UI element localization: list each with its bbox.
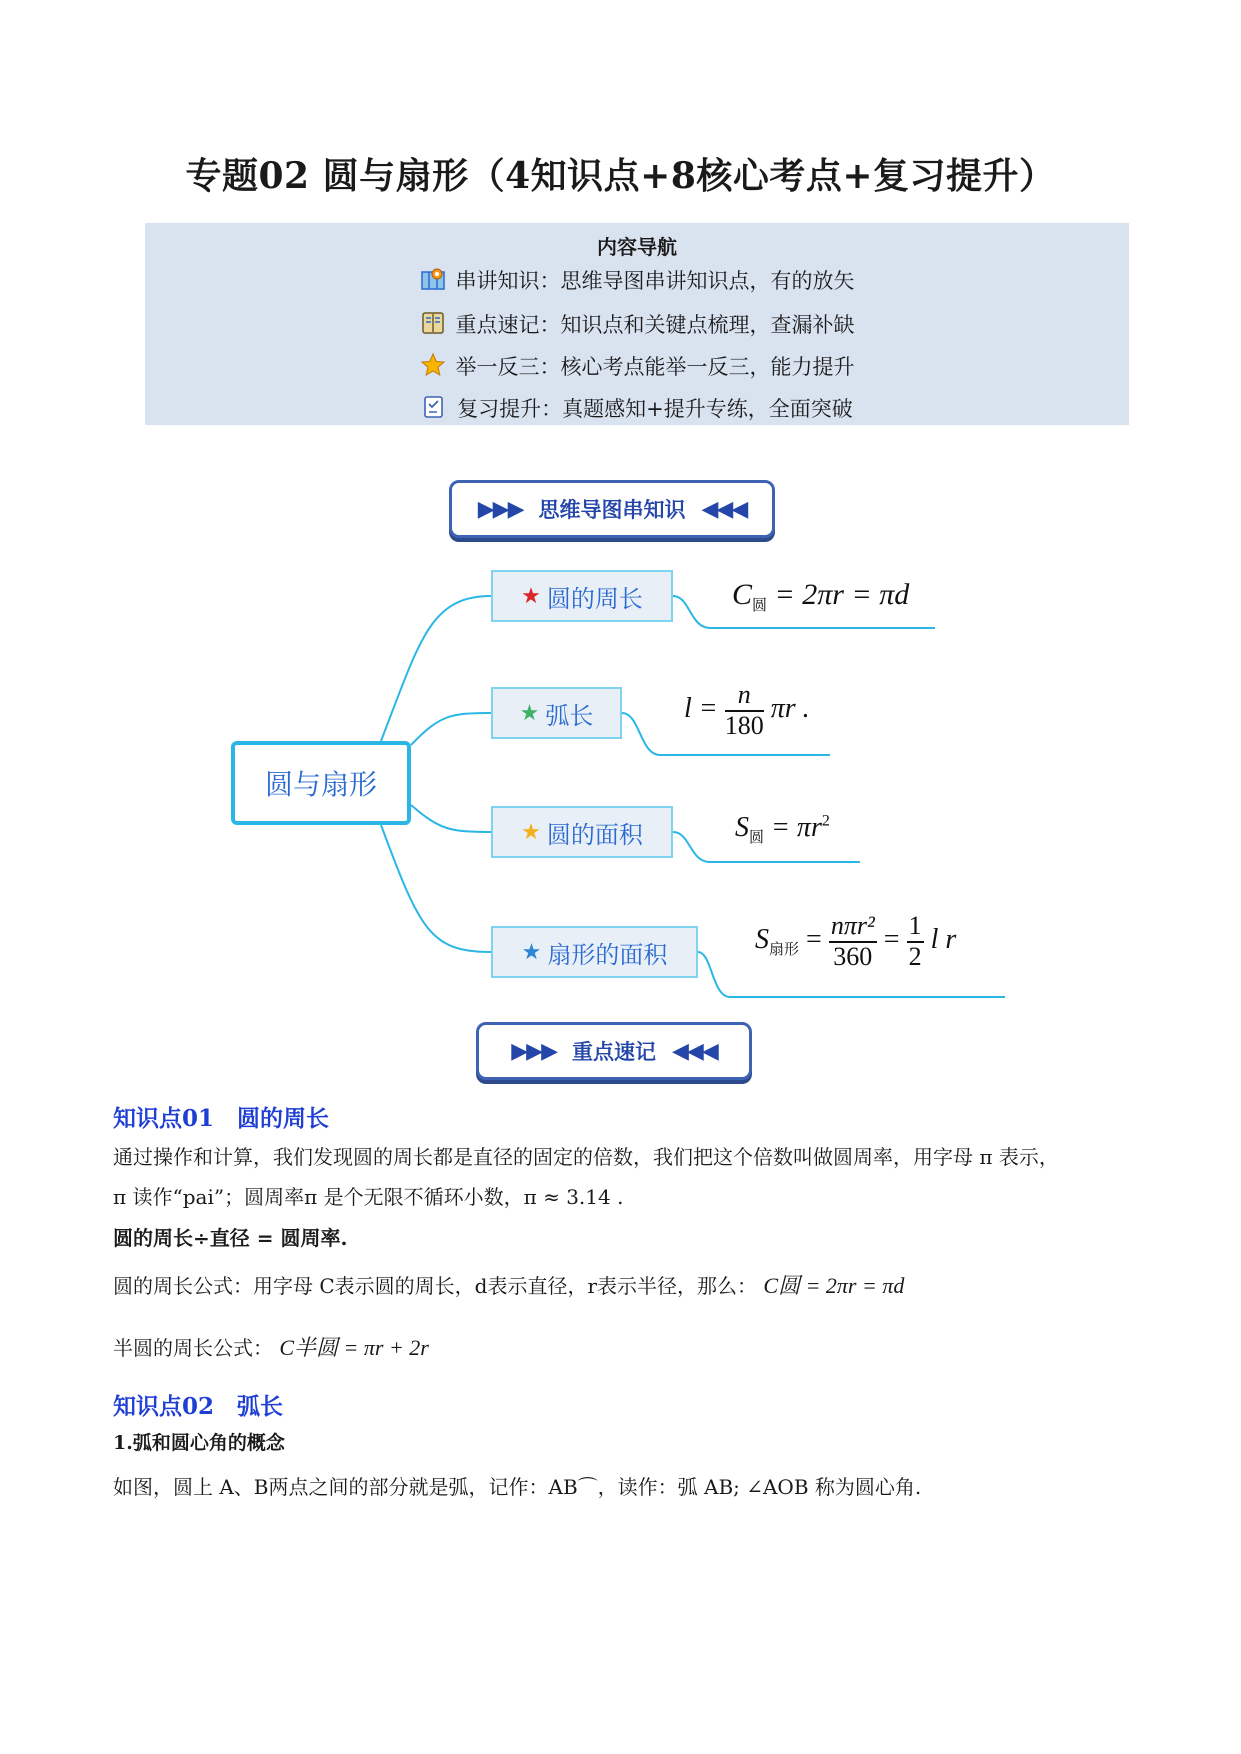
branch-arc xyxy=(491,687,622,739)
branch-circumference xyxy=(491,570,673,622)
nav-item-1-label: 串讲知识：思维导图串讲知识点，有的放矢 xyxy=(455,269,855,293)
kp1-circumference-formula: 圆的周长公式：用字母 C表示圆的周长，d表示直径，r表示半径，那么： C圆 = 2πr = πd xyxy=(113,1273,905,1298)
right-arrows-icon: ▶▶▶ xyxy=(511,1038,556,1064)
formula-circumference: $C_圆 = 2\pi r = \pi d$ xyxy=(732,578,910,614)
nav-item-2-label: 重点速记：知识点和关键点梳理，查漏补缺 xyxy=(455,313,855,337)
banner-mindmap-label: 思维导图串知识 xyxy=(538,498,686,522)
branch-area xyxy=(491,806,673,858)
red-star-icon: ★ xyxy=(521,583,541,609)
kp2-paragraph-1: 如图，圆上 A、B两点之间的部分就是弧，记作：AB⌒，读作：弧 AB; ∠AOB 称为圆心角. xyxy=(113,1475,922,1499)
kp1-semicircle-formula: 半圆的周长公式： C半圆 = πr + 2r xyxy=(113,1335,429,1360)
nav-item-4-label: 复习提升：真题感知+提升专练，全面突破 xyxy=(457,397,853,421)
left-arrows-icon: ◀◀◀ xyxy=(672,1038,717,1064)
kp1-paragraph-3: 圆的周长÷直径 = 圆周率. xyxy=(113,1226,348,1250)
banner-keypoints xyxy=(476,1022,752,1080)
mindmap-root: 圆与扇形 xyxy=(231,741,411,825)
kp1-heading: 知识点01 圆的周长 xyxy=(113,1105,330,1132)
banner-keypoints-label: 重点速记 xyxy=(572,1040,656,1064)
branch-area-label: 圆的面积 xyxy=(546,820,643,849)
branch-circumference-label: 圆的周长 xyxy=(546,584,643,613)
formula-circle-area: $S_圆 = \pi r^2$ xyxy=(735,812,830,846)
formula-sector-area: $S_{扇形}$ = $\frac{\text{nπr²}}{360}$ = $\frac{1}{2}$ l r xyxy=(755,911,957,971)
blue-star-icon: ★ xyxy=(521,939,542,965)
kp1-paragraph-1: 通过操作和计算，我们发现圆的周长都是直径的固定的倍数，我们把这个倍数叫做圆周率，用字母 π 表示， xyxy=(113,1145,1059,1169)
formula-arc-length: l = $\frac{n}{180}$ πr . xyxy=(684,680,810,740)
branch-sector-area xyxy=(491,926,698,978)
left-arrows-icon: ◀◀◀ xyxy=(701,496,747,522)
kp2-heading: 知识点02 弧长 xyxy=(113,1393,284,1420)
page-title: 专题02 圆与扇形（4知识点+8核心考点+复习提升） xyxy=(185,155,1056,197)
right-arrows-icon: ▶▶▶ xyxy=(477,496,523,522)
branch-arc-label: 弧长 xyxy=(545,701,594,730)
kp2-subheading: 1.弧和圆心角的概念 xyxy=(113,1432,285,1454)
yellow-star-icon: ★ xyxy=(521,819,541,845)
branch-sector-area-label: 扇形的面积 xyxy=(547,940,668,969)
nav-title: 内容导航 xyxy=(597,235,677,259)
kp1-paragraph-2: π 读作“pai”；圆周率π 是个无限不循环小数，π ≈ 3.14 . xyxy=(113,1185,624,1209)
green-star-icon: ★ xyxy=(519,700,540,726)
nav-item-3-label: 举一反三：核心考点能举一反三，能力提升 xyxy=(455,355,855,379)
